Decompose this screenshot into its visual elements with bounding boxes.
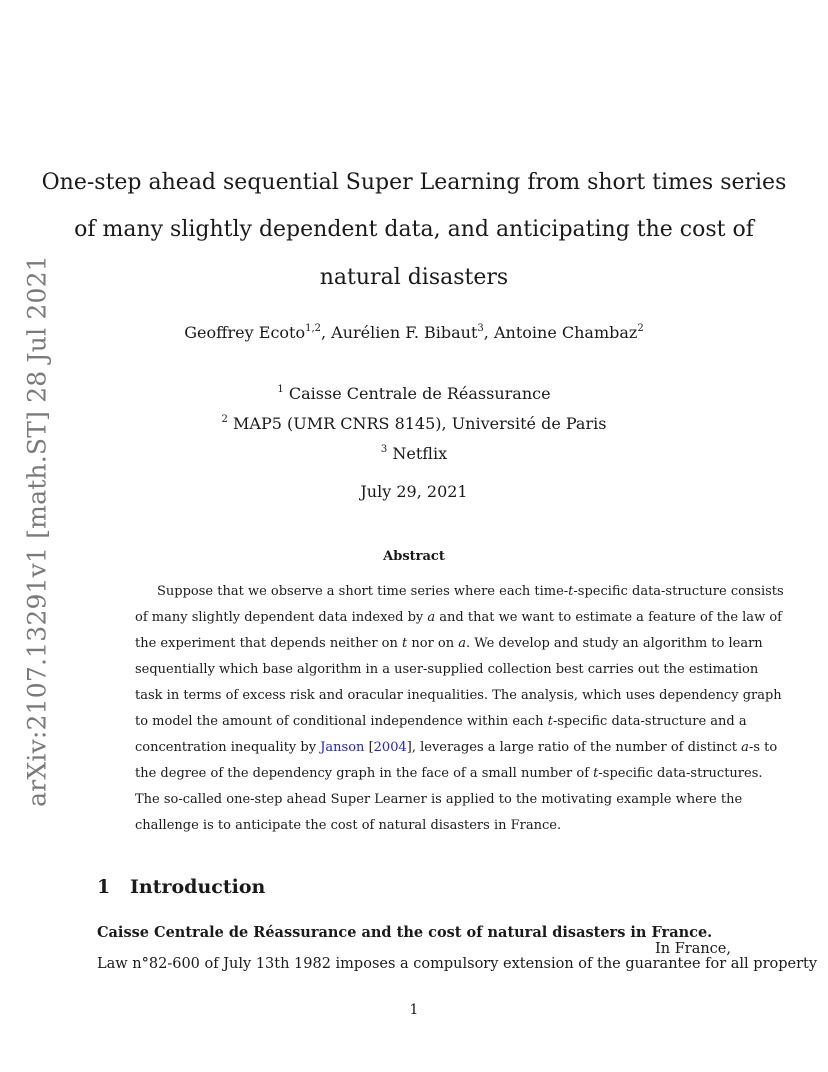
author-name: Aurélien F. Bibaut (331, 323, 478, 342)
citation-link-year[interactable]: 2004 (373, 740, 407, 755)
author-name: Geoffrey Ecoto (184, 323, 306, 342)
author-affiliation-mark: 3 (477, 323, 484, 334)
abstract-line-3: the experiment that depends neither on t nor on a. We develop and study an algorithm to learn (135, 636, 763, 651)
affiliation-3 (0, 444, 828, 463)
author-affiliation-mark: 2 (637, 323, 644, 334)
abstract-line-6: to model the amount of conditional independence within each t-specific data-structure and a (135, 714, 747, 729)
author-separator: , (321, 323, 332, 342)
affiliation-text: Caisse Centrale de Réassurance (288, 384, 551, 403)
abstract-line-10: challenge is to anticipate the cost of natural disasters in France. (135, 818, 562, 833)
abstract-line-9: The so-called one-step ahead Super Learner is applied to the motivating example where the (135, 792, 743, 807)
abstract-heading: Abstract (383, 549, 445, 564)
abstract-line-4: sequentially which base algorithm in a user-supplied collection best carries out the estimation (135, 662, 759, 677)
affiliation-1 (0, 384, 828, 403)
abstract-line-5: task in terms of excess risk and oracular inequalities. The analysis, which uses dependency graph (135, 688, 782, 703)
author-separator: , (483, 323, 494, 342)
body-line-1 (97, 924, 731, 957)
body-text: In France, (655, 941, 731, 957)
abstract-line-1: Suppose that we observe a short time series where each time-t-specific data-structure consists (157, 584, 784, 599)
abstract-line-7: concentration inequality by Janson [2004], leverages a large ratio of the number of distinct a-s to (135, 740, 778, 755)
affiliation-number: 1 (277, 384, 284, 395)
section-number: 1 (97, 876, 111, 898)
arxiv-identifier: arXiv:2107.13291v1 [math.ST] 28 Jul 2021 (22, 255, 52, 807)
body-line-2: Law n°82-600 of July 13th 1982 imposes a compulsory extension of the guarantee for all property (97, 956, 818, 972)
affiliation-number: 2 (221, 414, 228, 425)
affiliation-2 (0, 414, 828, 433)
abstract-line-2: of many slightly dependent data indexed by a and that we want to estimate a feature of the law of (135, 610, 782, 625)
paper-date: July 29, 2021 (360, 482, 468, 501)
abstract-line-8: the degree of the dependency graph in the face of a small number of t-specific data-structures. (135, 766, 763, 781)
author-name: Antoine Chambaz (493, 323, 638, 342)
affiliation-number: 3 (380, 444, 388, 455)
affiliation-text: Netflix (392, 444, 448, 463)
paragraph-heading: Caisse Centrale de Réassurance and the cost of natural disasters in France. (97, 924, 713, 941)
author-affiliation-mark: 1,2 (305, 323, 321, 334)
section-title: Introduction (130, 876, 266, 898)
title-line-2: of many slightly dependent data, and anticipating the cost of (74, 217, 754, 242)
title-line-3: natural disasters (319, 265, 509, 290)
author-list (0, 323, 828, 342)
affiliation-text: MAP5 (UMR CNRS 8145), Université de Paris (233, 414, 607, 433)
citation-link-author[interactable]: Janson (320, 740, 365, 755)
page-number: 1 (409, 1002, 419, 1018)
title-line-1: One-step ahead sequential Super Learning from short times series (41, 170, 787, 195)
